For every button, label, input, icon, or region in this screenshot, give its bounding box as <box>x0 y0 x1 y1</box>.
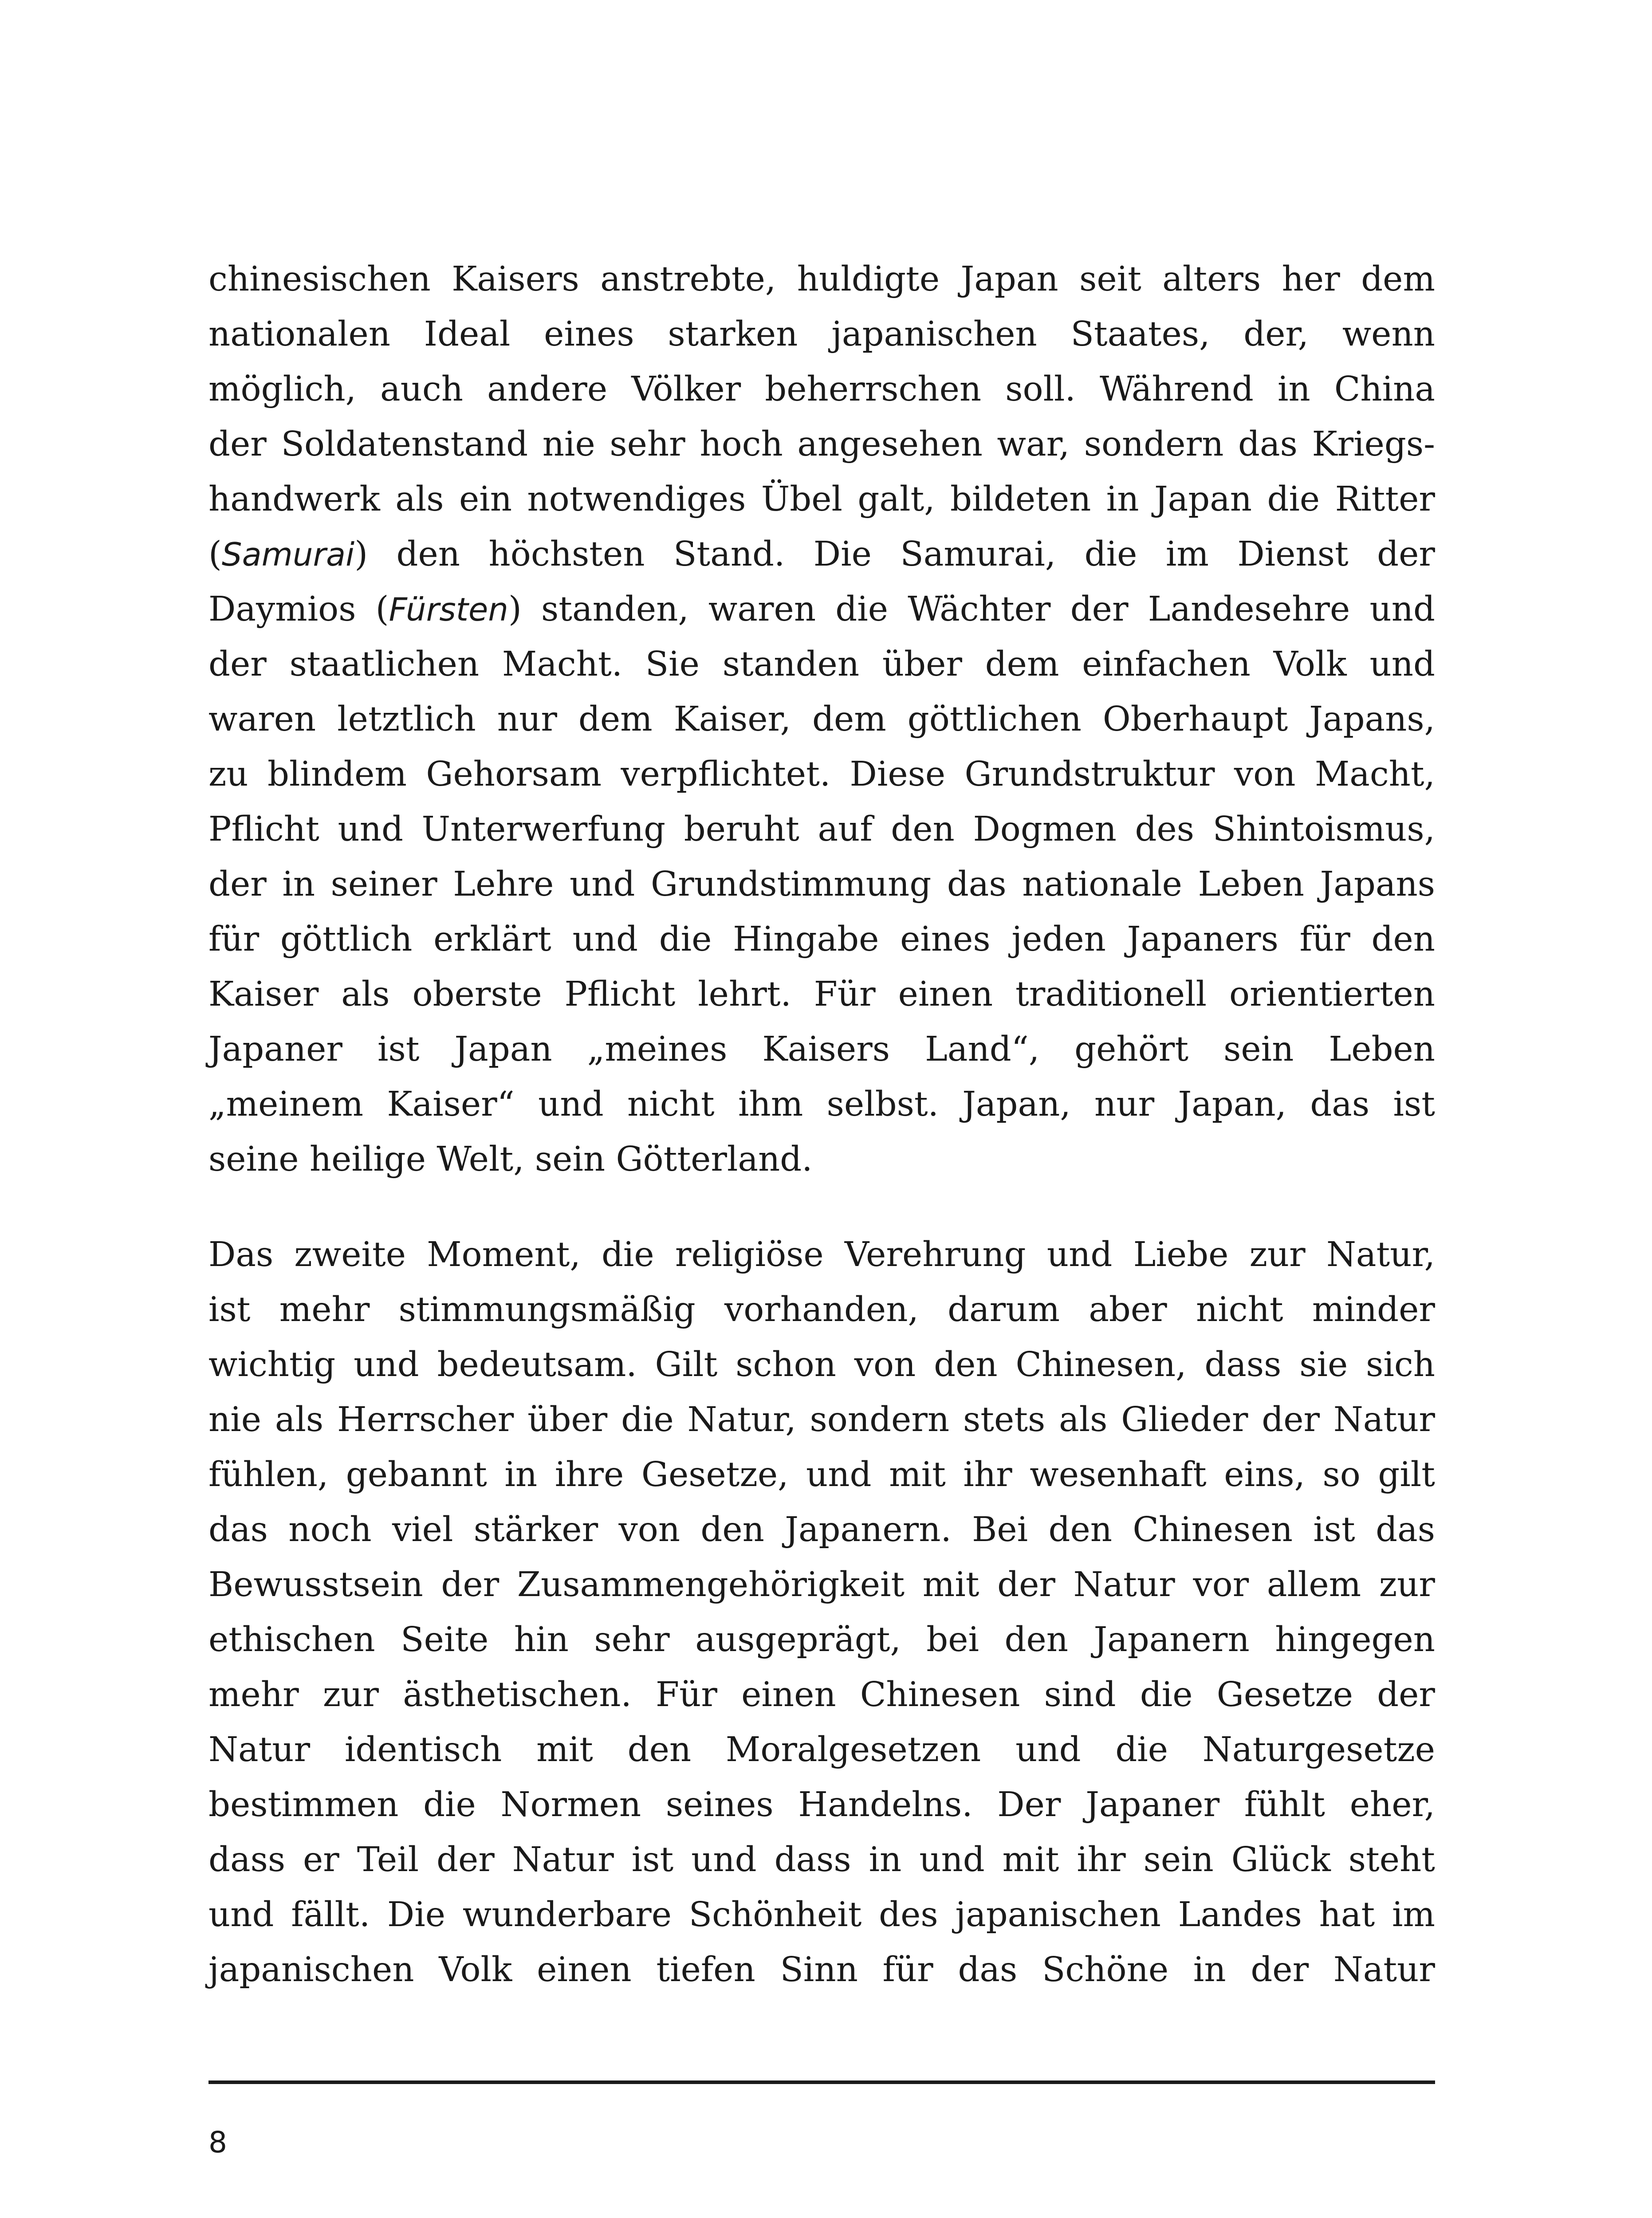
page-number: 8 <box>208 2125 227 2159</box>
footer-divider <box>208 2080 1435 2084</box>
text-line: seine heilige Welt, sein Götterland. <box>208 1140 813 1179</box>
text-segment: ( <box>208 535 222 574</box>
text-line: zu blindem Gehorsam verpflichtet. Diese Grundstruktur von Macht, <box>208 755 1435 794</box>
text-line: Das zweite Moment, die religiöse Verehrung und Liebe zur Natur, <box>208 1235 1435 1274</box>
text-line: für göttlich erklärt und die Hingabe eines jeden Japaners für den <box>208 920 1435 959</box>
text-line: das noch viel stärker von den Japanern. Bei den Chinesen ist das <box>208 1510 1435 1549</box>
text-line: ethischen Seite hin sehr ausgeprägt, bei den Japanern hingegen <box>208 1620 1435 1660</box>
text-line: Kaiser als oberste Pflicht lehrt. Für einen traditionell orientierten <box>208 975 1435 1014</box>
italic-term: Fürsten <box>389 591 508 628</box>
text-line <box>208 527 1435 582</box>
page-text <box>208 252 1435 1998</box>
text-line: der in seiner Lehre und Grundstimmung das nationale Leben Japans <box>208 865 1435 904</box>
text-line <box>208 582 1435 637</box>
text-line: Bewusstsein der Zusammengehörigkeit mit der Natur vor allem zur <box>208 1565 1435 1605</box>
text-line: chinesischen Kaisers anstrebte, huldigte Japan seit alters her dem <box>208 260 1435 299</box>
text-line: und fällt. Die wunderbare Schönheit des japanischen Landes hat im <box>208 1895 1435 1935</box>
text-line: Natur identisch mit den Moralgesetzen und die Naturgesetze <box>208 1730 1435 1770</box>
text-line: bestimmen die Normen seines Handelns. Der Japaner fühlt eher, <box>208 1785 1435 1825</box>
text-line: Pflicht und Unterwerfung beruht auf den Dogmen des Shintoismus, <box>208 810 1435 849</box>
text-line: nationalen Ideal eines starken japanischen Staates, der, wenn <box>208 315 1435 354</box>
italic-term: Samurai <box>221 536 355 573</box>
text-line: Japaner ist Japan „meines Kaisers Land“, gehört sein Leben <box>208 1030 1435 1069</box>
text-line: fühlen, gebannt in ihre Gesetze, und mit ihr wesenhaft eins, so gilt <box>208 1455 1435 1494</box>
text-segment: ) standen, waren die Wächter der Landesehre und <box>508 590 1435 629</box>
text-line: waren letztlich nur dem Kaiser, dem göttlichen Oberhaupt Japans, <box>208 700 1435 739</box>
text-line: japanischen Volk einen tiefen Sinn für das Schöne in der Natur <box>208 1950 1435 1990</box>
text-line: dass er Teil der Natur ist und dass in und mit ihr sein Glück steht <box>208 1840 1435 1880</box>
text-segment: ) den höchsten Stand. Die Samurai, die im Dienst der <box>354 535 1435 574</box>
text-line: nie als Herrscher über die Natur, sondern stets als Glieder der Natur <box>208 1400 1435 1439</box>
text-line: mehr zur ästhetischen. Für einen Chinesen sind die Gesetze der <box>208 1675 1435 1715</box>
text-segment: Daymios ( <box>208 590 389 629</box>
text-line: möglich, auch andere Völker beherrschen soll. Während in China <box>208 370 1435 409</box>
text-line: handwerk als ein notwendiges Übel galt, bildeten in Japan die Ritter <box>208 480 1435 519</box>
paragraph-2 <box>208 1227 1435 1998</box>
text-line: wichtig und bedeutsam. Gilt schon von den Chinesen, dass sie sich <box>208 1345 1435 1384</box>
text-line: ist mehr stimmungsmäßig vorhanden, darum aber nicht minder <box>208 1290 1435 1329</box>
paragraph-1 <box>208 252 1435 1187</box>
text-line: „meinem Kaiser“ und nicht ihm selbst. Japan, nur Japan, das ist <box>208 1085 1435 1124</box>
text-line: der Soldatenstand nie sehr hoch angesehen war, sondern das Kriegs- <box>208 425 1435 464</box>
text-line: der staatlichen Macht. Sie standen über dem einfachen Volk und <box>208 645 1435 684</box>
